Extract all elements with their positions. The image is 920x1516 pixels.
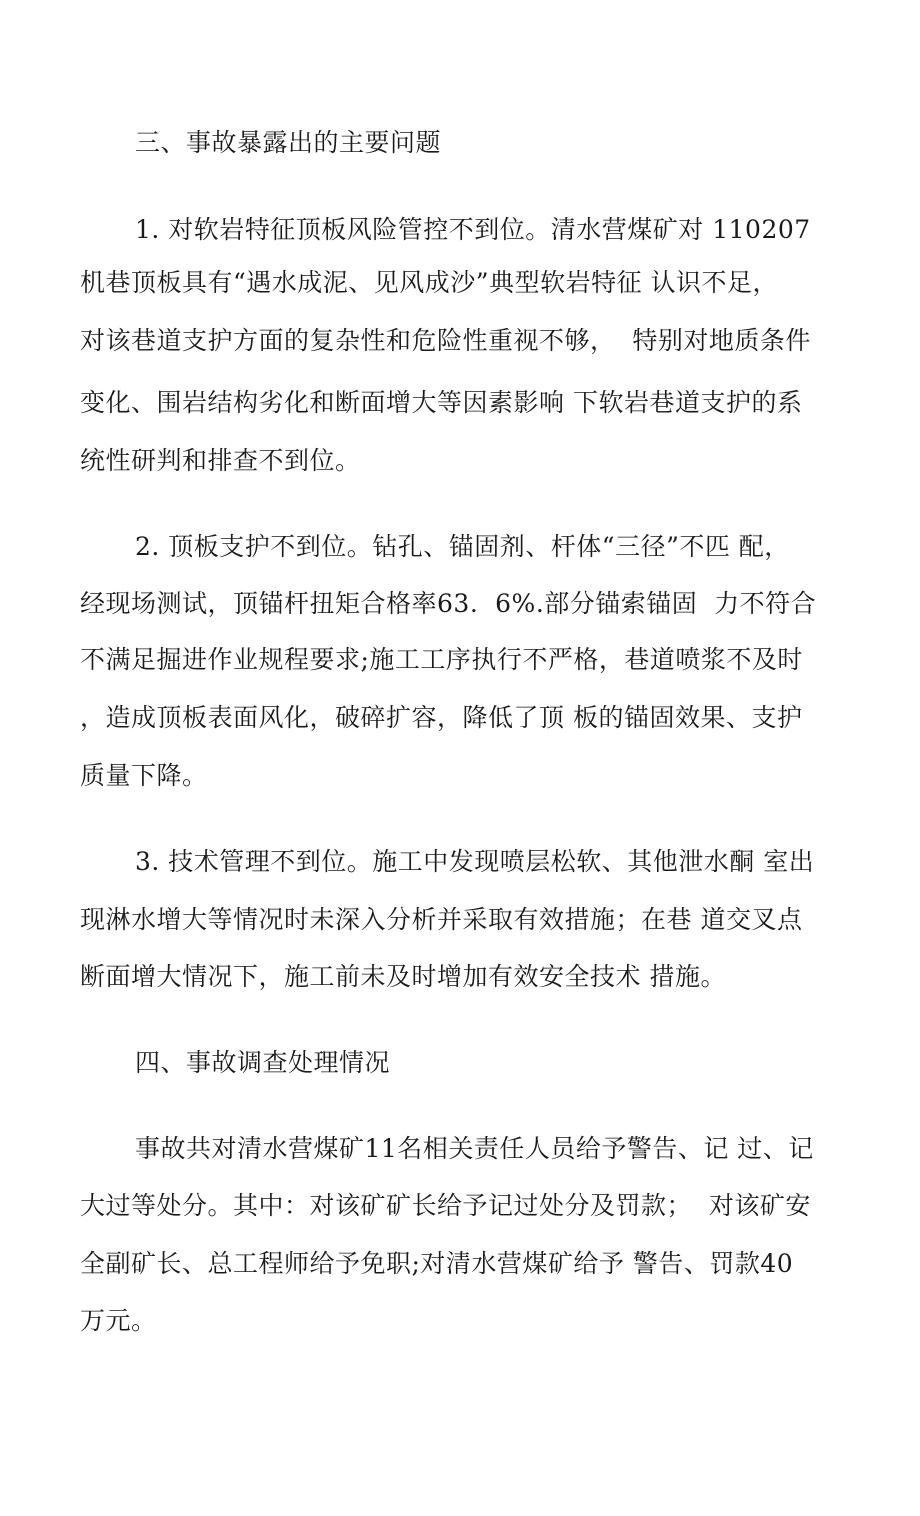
paragraph-line: 不满足掘进作业规程要求;施工工序执行不严格，巷道喷浆不及时 [80,645,803,674]
paragraph-line: 1. 对软岩特征顶板风险管控不到位。清水营煤矿对 110207 [135,215,811,244]
paragraph-line: 质量下降。 [80,761,208,790]
paragraph-line: 断面增大情况下，施工前未及时增加有效安全技术 措施。 [80,962,726,991]
paragraph-line: 变化、围岩结构劣化和断面增大等因素影响 下软岩巷道支护的系 [80,388,803,417]
paragraph-line: 3. 技术管理不到位。施工中发现喷层松软、其他泄水酮 室出 [135,847,815,876]
paragraph-line: 机巷顶板具有“遇水成泥、见风成沙”典型软岩特征 认识不足， [80,268,779,297]
paragraph-line: 全副矿长、总工程师给予免职;对清水营煤矿给予 警告、罚款40 [80,1249,794,1278]
section-heading-3: 三、事故暴露出的主要问题 [135,128,442,157]
paragraph-line: 现淋水增大等情况时未深入分析并采取有效措施；在巷 道交叉点 [80,905,803,934]
paragraph-line: 统性研判和排查不到位。 [80,446,361,475]
paragraph-line: 2. 顶板支护不到位。钻孔、锚固剂、杆体“三径”不匹 配， [135,532,790,561]
section-heading-4: 四、事故调查处理情况 [135,1048,391,1077]
paragraph-line: 万元。 [80,1306,157,1335]
paragraph-line: 事故共对清水营煤矿11名相关责任人员给予警告、记 过、记 [135,1134,814,1163]
paragraph-line: ，造成顶板表面风化，破碎扩容，降低了顶 板的锚固效果、支护 [80,703,803,732]
paragraph-line: 经现场测试，顶锚杆扭矩合格率63. 6%.部分锚索锚固 力不符合 [80,589,817,618]
paragraph-line: 对该巷道支护方面的复杂性和危险性重视不够， 特别对地质条件 [80,326,811,355]
paragraph-line: 大过等处分。其中：对该矿矿长给予记过处分及罚款； 对该矿安 [80,1191,811,1220]
